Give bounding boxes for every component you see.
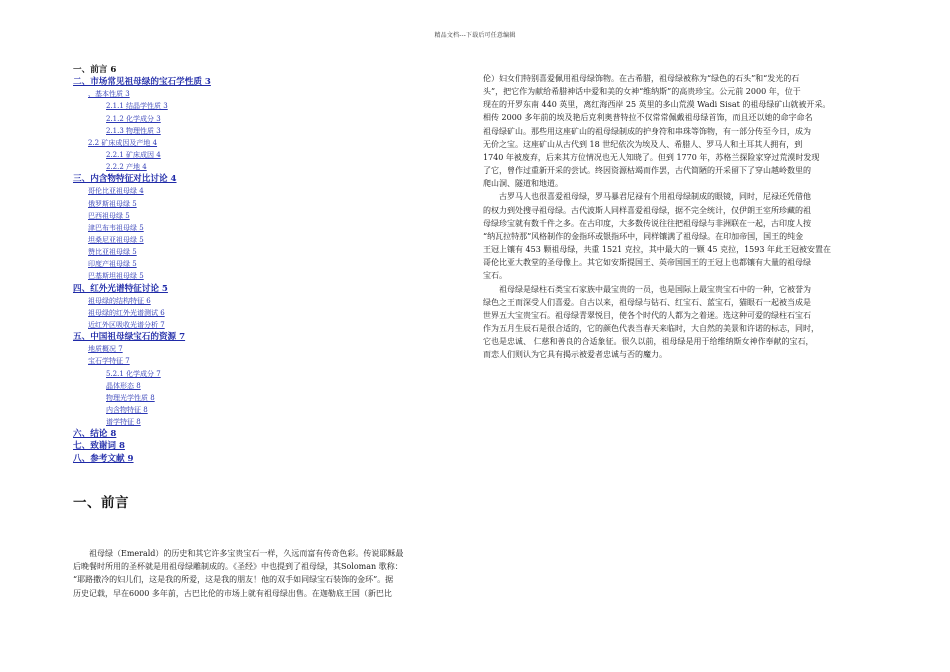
toc-link[interactable]: 四、红外光谱特征讨论 5 [73, 283, 168, 294]
text-line: 祖母绿矿山。那些用这座矿山的祖母绿制成的护身符和串珠等饰物，有一部分传至今日，成为 [483, 126, 811, 136]
text-line: “耶路撒冷的妇儿们，这是我的所爱，这是我的朋友！他的双手如同绿宝石装饰的金环”。据 [73, 575, 394, 585]
toc-link[interactable]: 俄罗斯祖母绿 5 [88, 199, 137, 208]
text-line: 祖母绿是绿柱石类宝石家族中最宝贵的一员，也是国际上最宝贵宝石中的一种，它被誉为 [483, 284, 811, 294]
toc-link[interactable]: 2.2 矿床成因及产地 4 [88, 138, 158, 147]
toc-link[interactable]: 一、前言 6 [73, 65, 117, 75]
text-line: 无价之宝。这座矿山从古代到 18 世纪依次为埃及人、希腊人、罗马人和土耳其人拥有，到 [483, 139, 803, 149]
toc-link[interactable]: 近红外区吸收光谱分析 7 [88, 320, 165, 329]
toc-link[interactable]: 津巴布韦祖母绿 5 [88, 223, 144, 232]
intro-paragraph-right [483, 72, 883, 361]
text-line: 后晚餐时所用的圣杯就是用祖母绿雕制成的。《圣经》中也提到了祖母绿，其Soloman 歌称： [73, 562, 403, 572]
toc-link[interactable]: 祖母绿的红外光谱测试 6 [88, 308, 165, 317]
text-line: “纳瓦拉特那”风格制作的金指环或银指环中，同样镶满了祖母绿。在印加帝国，国王的纯金 [483, 231, 804, 241]
toc-link[interactable]: 2.2.2 产地 4 [106, 163, 147, 172]
text-line: 作为五月生辰石是很合适的，它的颜色代表当春天来临时，大自然的美景和许诺的标志，同时， [483, 323, 819, 333]
text-line: 的权力到处搜寻祖母绿。古代波斯人同样喜爱祖母绿，据不完全统计，仅伊朗王室所珍藏的祖 [483, 205, 811, 215]
toc-link[interactable]: 谱学特征 8 [106, 418, 141, 427]
toc-link[interactable]: 2.1.3 物理性质 3 [106, 126, 161, 135]
toc-link[interactable]: 七、致谢词 8 [73, 441, 125, 452]
text-line: 哥伦比亚大教堂的圣母像上。其它如安斯提国王、英帝国国王的王冠上也都镶有大量的祖母绿 [483, 258, 811, 268]
toc-link[interactable]: 物理光学性质 8 [106, 393, 155, 402]
page-header: 精品文档---下载后可任意编辑 [434, 32, 516, 39]
text-line: 宝石。 [483, 271, 507, 281]
text-line: 古罗马人也很喜爱祖母绿，罗马暴君尼禄有个用祖母绿制成的眼镜，同时，尼禄还凭借他 [483, 192, 811, 202]
toc-link[interactable]: 巴基斯坦祖母绿 5 [88, 272, 144, 281]
toc-link[interactable]: 晶体形态 8 [106, 381, 141, 390]
toc-link[interactable]: 六、结论 8 [73, 429, 117, 440]
toc-link[interactable]: 赞比亚祖母绿 5 [88, 248, 137, 257]
text-line: 相传 2000 多年前的埃及艳后克利奥普特拉不仅常常佩戴祖母绿首饰，而且还以她的命字命名 [483, 113, 813, 123]
toc-link[interactable]: 2.1.1 结晶学性质 3 [106, 102, 168, 111]
text-line: 爬山洞、隧道和地道。 [483, 179, 563, 189]
text-line: 祖母绿（Emerald）的历史和其它许多宝贵宝石一样，久远而富有传奇色彩。传说耶稣最 [73, 549, 404, 558]
toc-link[interactable]: 祖母绿的结构特征 6 [88, 296, 151, 305]
toc-link[interactable]: 内含物特征 8 [106, 405, 148, 414]
text-line: 了它，曾作过重新开采的尝试。终因资源枯竭而作罢，古代简陋的开采留下了穿山越岭数里的 [483, 166, 811, 176]
text-line: 世界五大宝贵宝石。祖母绿青翠悦目，使各个时代的人都为之着迷。选这种可爱的绿柱石宝石 [483, 310, 811, 320]
text-line: 绿色之王而深受人们喜爱。自古以来，祖母绿与钻石、红宝石、蓝宝石，猫眼石一起被当成是 [483, 297, 811, 307]
text-line: 伦）妇女们特别喜爱佩用祖母绿饰物。在古希腊，祖母绿被称为“绿色的石头”和“发光的石 [483, 74, 800, 83]
toc-link[interactable]: 2.1.2 化学成分 3 [106, 114, 161, 123]
toc-link[interactable]: 三、内含物特征对比讨论 4 [73, 174, 177, 185]
toc-link[interactable]: 巴西祖母绿 5 [88, 211, 130, 220]
text-line: 母绿珍宝就有数千件之多。在古印度，大多数传说往往把祖母绿与非洲联在一起，古印度人按 [483, 218, 811, 228]
text-line: 头”，把它作为献给希腊神话中爱和美的女神“维纳斯”的高贵珍宝。公元前 2000 年，位于 [483, 87, 801, 97]
text-line: 现在的开罗东南 440 英里，离红海西岸 25 英里的多山荒漠 Wadi Sisat 的祖母绿矿山就被开采。 [483, 100, 831, 110]
text-line: 而恋人们则认为它具有揭示被爱者忠诚与否的魔力。 [483, 350, 667, 360]
toc-link[interactable]: 印度产祖母绿 5 [88, 260, 137, 269]
toc-link[interactable]: 2.2.1 矿床成因 4 [106, 150, 161, 159]
toc-link[interactable]: 八、参考文献 9 [73, 453, 134, 464]
toc-link[interactable]: 五、中国祖母绿宝石的资源 7 [73, 332, 186, 343]
toc-link[interactable]: 二、市场常见祖母绿的宝石学性质 3 [73, 77, 211, 88]
intro-paragraph-left [73, 547, 466, 600]
toc-link[interactable]: 地质概况 7 [88, 345, 123, 354]
toc-link[interactable]: 5.2.1 化学成分 7 [106, 369, 161, 378]
section-heading: 一、前言 [73, 495, 129, 511]
toc-link[interactable]: 坦桑尼亚祖母绿 5 [88, 235, 144, 244]
toc-link[interactable]: 、基本性质 3 [88, 90, 130, 99]
table-of-contents [73, 64, 403, 465]
text-line: 历史记载，早在6000 多年前，古巴比伦的市场上就有祖母绿出售。在迦勒底王国（新巴比 [73, 588, 392, 598]
text-line: 它也是忠诚、 仁慈和善良的合适象征。很久以前，祖母绿是用于给维纳斯女神作奉献的宝石， [483, 337, 814, 347]
text-line: 王冠上镶有 453 颗祖母绿，共重 1521 克拉，其中最大的一颗 45 克拉，1593 年此王冠被安置在 [483, 245, 831, 255]
toc-link[interactable]: 哥伦比亚祖母绿 4 [88, 187, 144, 196]
toc-link[interactable]: 宝石学特征 7 [88, 357, 130, 366]
text-line: 1740 年被废弃，后来其方位情况也无人知晓了。但到 1770 年，苏格兰探险家穿过荒漠时发现 [483, 152, 820, 162]
